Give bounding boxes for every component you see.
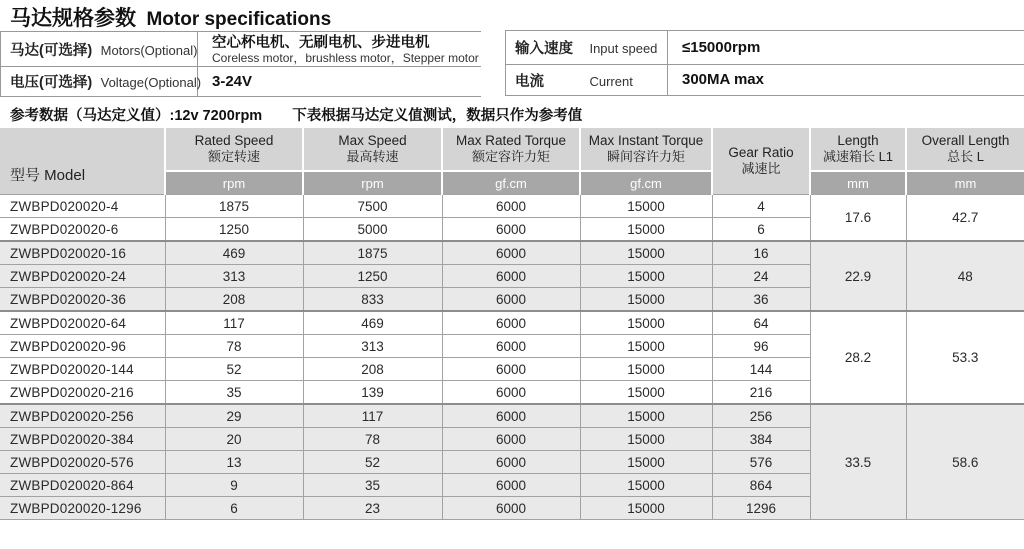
motors-label: [1, 32, 198, 67]
column-header-overall-length: Overall Length 总长 L: [906, 128, 1024, 171]
table-row: ZWBPD020020-144 52 208 6000 15000 144: [0, 358, 1024, 381]
table-row: [1, 32, 482, 67]
motors-value-zh: 空心杯电机、无刷电机、步进电机: [212, 34, 430, 51]
reference-note-disclaimer: 下表根据马达定义值测试，数据只作为参考值: [292, 108, 583, 124]
voltage-value: 3-24V: [198, 67, 482, 97]
column-header-gear-ratio: Gear Ratio 减速比: [712, 128, 810, 195]
current-label: [506, 65, 668, 96]
table-row: [506, 31, 1024, 65]
voltage-label-en: Voltage(Optional): [100, 75, 202, 90]
table-row: ZWBPD020020-864 9 35 6000 15000 864: [0, 474, 1024, 497]
voltage-label: [1, 67, 202, 97]
unit-max-rated-torque: gf.cm: [442, 171, 580, 195]
table-row: ZWBPD020020-96 78 313 6000 15000 96: [0, 335, 1024, 358]
group-overall-length-cell: 53.3: [906, 311, 1024, 404]
table-row: ZWBPD020020-64 117 469 6000 15000 64 28.2 53.3: [0, 311, 1024, 335]
table-row: ZWBPD020020-16 469 1875 6000 15000 16 22.9 48: [0, 241, 1024, 265]
table-row: ZWBPD020020-6 1250 5000 6000 15000 6: [0, 218, 1024, 242]
header-row: [0, 128, 1024, 171]
motors-label-en: Motors(Optional): [100, 42, 198, 58]
unit-max-instant-torque: gf.cm: [580, 171, 712, 195]
input-speed-label: [506, 31, 668, 65]
unit-max-speed: rpm: [303, 171, 442, 195]
table-row: [506, 65, 1024, 96]
input-speed-label-en: Input speed: [589, 41, 658, 56]
motors-value-en: Coreless motor，brushless motor，Stepper motor: [212, 50, 479, 65]
motors-label-zh: 马达(可选择): [10, 42, 93, 59]
voltage-label-zh: 电压(可选择): [10, 75, 93, 91]
group-overall-length-cell: 58.6: [906, 404, 1024, 520]
unit-length: mm: [810, 171, 906, 195]
column-header-model: 型号 Model: [0, 128, 165, 195]
column-header-rated-speed: Rated Speed 额定转速: [165, 128, 303, 171]
motors-value: [198, 32, 482, 67]
motor-spec-table: [0, 128, 1024, 520]
group-length-cell: 33.5: [810, 404, 906, 520]
input-speed-value: ≤15000rpm: [668, 31, 1024, 65]
page-title: [10, 2, 331, 32]
group-length-cell: 22.9: [810, 241, 906, 311]
column-header-max-instant-torque: Max Instant Torque 瞬间容许力矩: [580, 128, 712, 171]
current-label-zh: 电流: [515, 73, 544, 90]
table-row: ZWBPD020020-4 1875 7500 6000 15000 4 17.6 42.7: [0, 195, 1024, 218]
column-header-max-speed: Max Speed 最高转速: [303, 128, 442, 171]
group-overall-length-cell: 42.7: [906, 195, 1024, 242]
table-row: ZWBPD020020-216 35 139 6000 15000 216: [0, 381, 1024, 405]
column-header-length: Length 减速箱长 L1: [810, 128, 906, 171]
current-value: 300MA max: [668, 65, 1024, 96]
page-title-en: Motor specifications: [146, 9, 332, 30]
group-length-cell: 28.2: [810, 311, 906, 404]
speed-current-table: [505, 30, 1024, 96]
input-speed-label-zh: 输入速度: [515, 41, 573, 57]
unit-overall-length: mm: [906, 171, 1024, 195]
group-overall-length-cell: 48: [906, 241, 1024, 311]
table-row: ZWBPD020020-1296 6 23 6000 15000 1296: [0, 497, 1024, 520]
unit-rated-speed: rpm: [165, 171, 303, 195]
reference-note-conditions: 参考数据（马达定义值）:12v 7200rpm: [10, 108, 263, 124]
table-row: ZWBPD020020-576 13 52 6000 15000 576: [0, 451, 1024, 474]
table-row: ZWBPD020020-384 20 78 6000 15000 384: [0, 428, 1024, 451]
table-row: ZWBPD020020-256 29 117 6000 15000 256 33.5 58.6: [0, 404, 1024, 428]
column-header-max-rated-torque: Max Rated Torque 额定容许力矩: [442, 128, 580, 171]
current-label-en: Current: [589, 73, 633, 89]
page-title-zh: 马达规格参数: [10, 7, 136, 30]
table-row: ZWBPD020020-24 313 1250 6000 15000 24: [0, 265, 1024, 288]
group-length-cell: 17.6: [810, 195, 906, 242]
table-row: [1, 67, 482, 97]
reference-note: [10, 104, 582, 125]
table-row: ZWBPD020020-36 208 833 6000 15000 36: [0, 288, 1024, 312]
motor-voltage-table: [0, 31, 481, 97]
